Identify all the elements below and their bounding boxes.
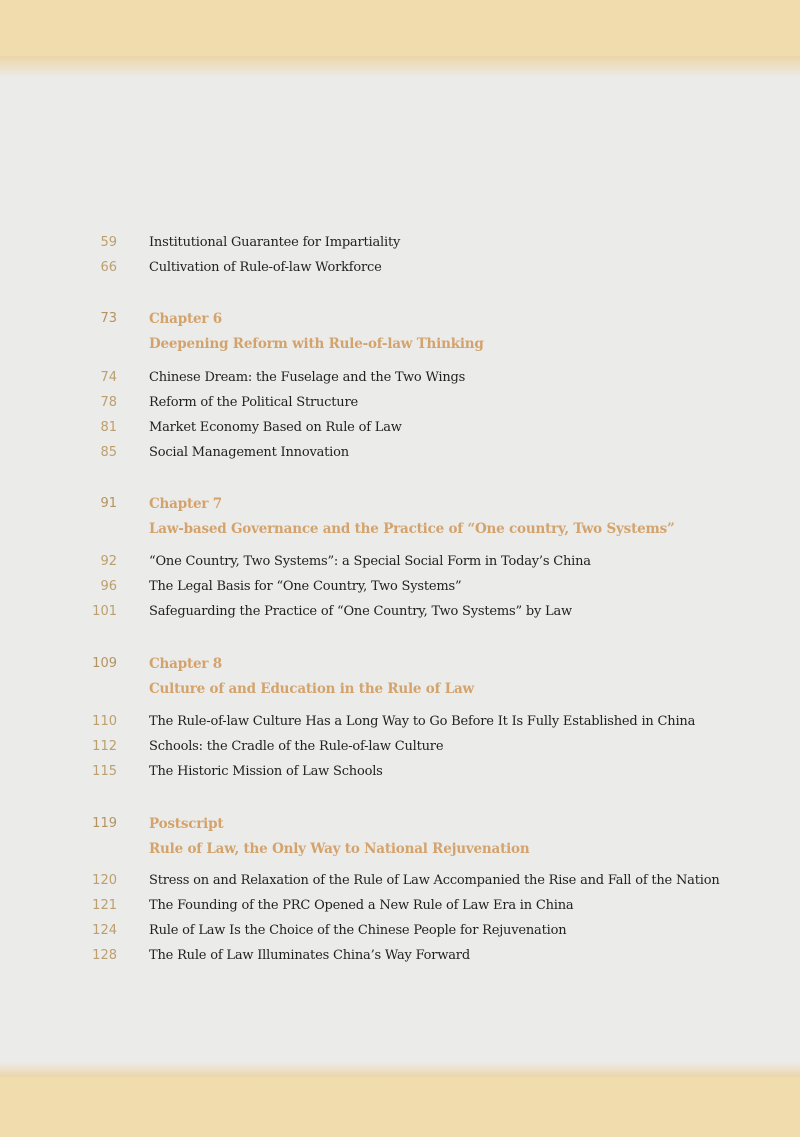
- toc-page-number: 101: [92, 604, 117, 619]
- chapter-heading-row: [0, 521, 800, 543]
- chapter-heading-row: [0, 841, 800, 863]
- toc-page-number: 78: [100, 395, 117, 410]
- toc-entry: [0, 260, 800, 282]
- chapter-heading-row: [0, 336, 800, 358]
- chapter-page-number: 73: [100, 311, 117, 326]
- toc-entry-title: Rule of Law Is the Choice of the Chinese People for Rejuvenation: [149, 923, 567, 938]
- toc-entry-title: Social Management Innovation: [149, 445, 349, 460]
- toc-page-number: 81: [100, 420, 117, 435]
- toc-page-number: 124: [92, 923, 117, 938]
- toc-entry: [0, 739, 800, 761]
- toc-entry-title: The Historic Mission of Law Schools: [149, 764, 383, 779]
- toc-page-number: 96: [100, 579, 117, 594]
- toc-entry: [0, 395, 800, 417]
- chapter-label-row: [0, 311, 800, 333]
- toc-entry: [0, 898, 800, 920]
- chapter-heading: Culture of and Education in the Rule of Law: [149, 681, 474, 697]
- toc-entry-title: Cultivation of Rule-of-law Workforce: [149, 260, 382, 275]
- toc-page-number: 128: [92, 948, 117, 963]
- toc-page-number: 74: [100, 370, 117, 385]
- toc-entry: [0, 604, 800, 626]
- toc-entry-title: Market Economy Based on Rule of Law: [149, 420, 402, 435]
- toc-entry-title: The Legal Basis for “One Country, Two Systems”: [149, 579, 462, 594]
- chapter-label: Chapter 7: [149, 496, 222, 512]
- toc-page-number: 121: [92, 898, 117, 913]
- toc-page-number: 92: [100, 554, 117, 569]
- toc-entry: [0, 923, 800, 945]
- chapter-label: Postscript: [149, 816, 224, 832]
- toc-entry-title: The Rule of Law Illuminates China’s Way Forward: [149, 948, 470, 963]
- chapter-heading: Deepening Reform with Rule-of-law Thinking: [149, 336, 484, 352]
- toc-entry: [0, 235, 800, 257]
- toc-page-number: 85: [100, 445, 117, 460]
- toc-entry: [0, 420, 800, 442]
- toc-entry: [0, 764, 800, 786]
- chapter-heading: Rule of Law, the Only Way to National Rejuvenation: [149, 841, 530, 857]
- toc-entry-title: Reform of the Political Structure: [149, 395, 358, 410]
- chapter-label: Chapter 6: [149, 311, 222, 327]
- toc-page-number: 59: [100, 235, 117, 250]
- toc-entry-title: “One Country, Two Systems”: a Special Social Form in Today’s China: [149, 554, 591, 569]
- toc-entry-title: Institutional Guarantee for Impartiality: [149, 235, 401, 250]
- chapter-label-row: [0, 496, 800, 518]
- chapter-label-row: [0, 816, 800, 838]
- chapter-page-number: 91: [100, 496, 117, 511]
- toc-entry: [0, 948, 800, 970]
- chapter-label-row: [0, 656, 800, 678]
- toc-entry: [0, 370, 800, 392]
- toc-page-number: 120: [92, 873, 117, 888]
- toc-entry: [0, 873, 800, 895]
- toc-entry-title: Stress on and Relaxation of the Rule of Law Accompanied the Rise and Fall of the Nation: [149, 873, 720, 888]
- chapter-heading-row: [0, 681, 800, 703]
- toc-page-number: 112: [92, 739, 117, 754]
- toc-entry-title: The Rule-of-law Culture Has a Long Way to Go Before It Is Fully Established in China: [149, 714, 696, 729]
- toc-entry-title: Chinese Dream: the Fuselage and the Two Wings: [149, 370, 466, 385]
- toc-entry-title: Schools: the Cradle of the Rule-of-law Culture: [149, 739, 444, 754]
- toc-entry-title: Safeguarding the Practice of “One Country, Two Systems” by Law: [149, 604, 572, 619]
- toc-entry: [0, 445, 800, 467]
- chapter-label: Chapter 8: [149, 656, 222, 672]
- chapter-page-number: 109: [92, 656, 117, 671]
- toc-page-number: 66: [100, 260, 117, 275]
- chapter-page-number: 119: [92, 816, 117, 831]
- toc-entry: [0, 554, 800, 576]
- toc-entry: [0, 714, 800, 736]
- toc-entry-title: The Founding of the PRC Opened a New Rule of Law Era in China: [149, 898, 574, 913]
- toc-entry: [0, 579, 800, 601]
- toc-page-number: 110: [92, 714, 117, 729]
- chapter-heading: Law-based Governance and the Practice of “One country, Two Systems”: [149, 521, 675, 537]
- toc-page-number: 115: [92, 764, 117, 779]
